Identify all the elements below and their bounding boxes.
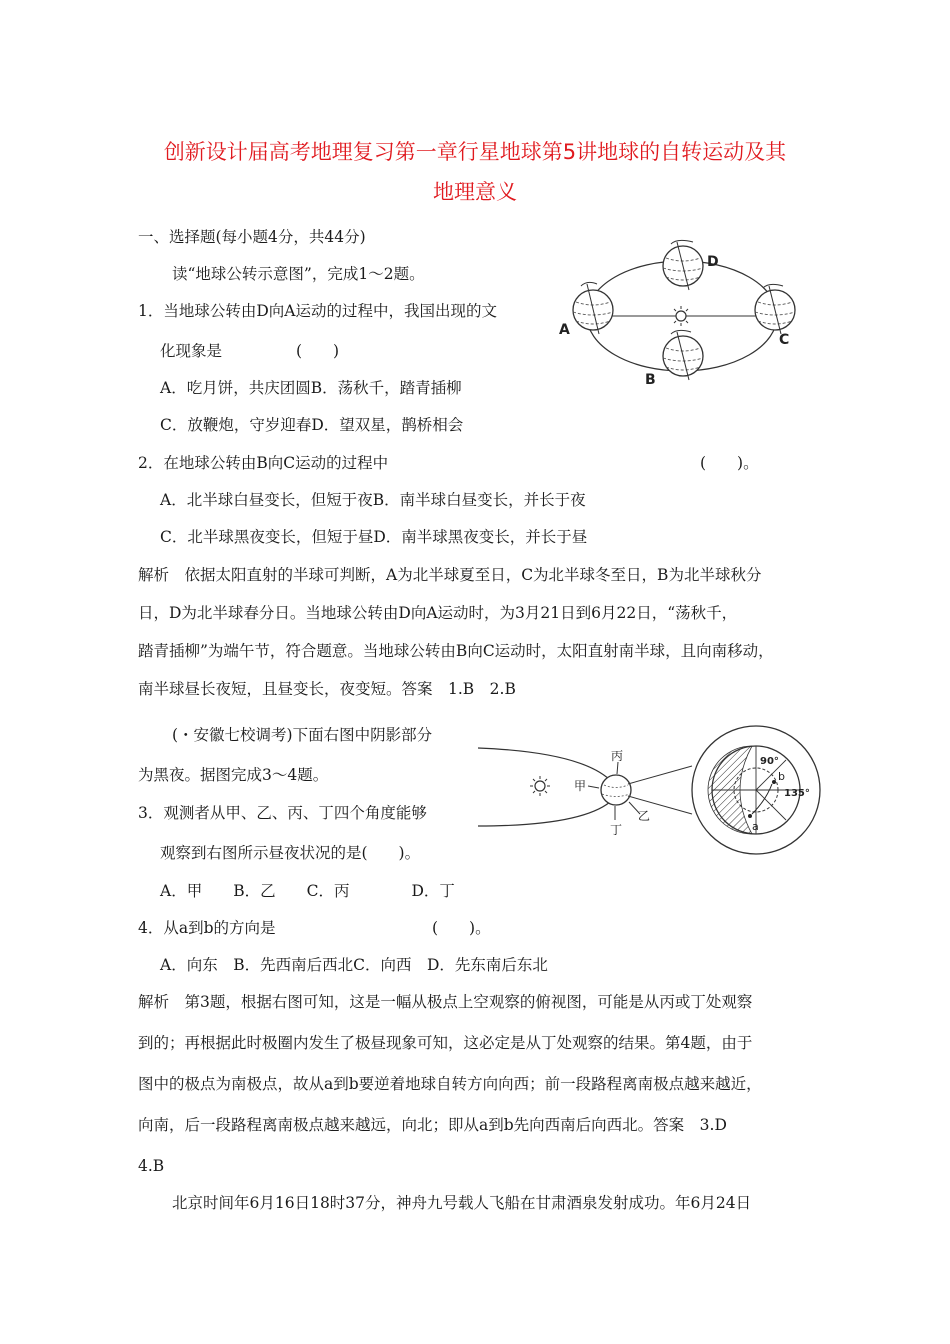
q3-stem-line-2: 观察到右图所示昼夜状况的是( )。 [160,844,421,862]
label-ding: 丁 [610,823,623,837]
title-line-2: 地理意义 [433,180,517,204]
earth-globe-d [663,240,703,290]
analysis-2-line-5: 4.B [138,1157,165,1175]
q4-answer-paren: ( )。 [432,919,491,937]
label-135-degree: 135° [784,788,810,799]
analysis-1-line-3: 踏青插柳”为端午节，符合题意。当地球公转由B向C运动时，太阳直射南半球，且向南移动， [138,642,774,660]
earth-globe-b [663,330,703,380]
arrow-bing [617,762,618,774]
polar-day-night-diagram [470,722,830,882]
analysis-2-line-3: 图中的极点为南极点，故从a到b要逆着地球自转方向向西；前一段路程离南极点越来越近， [138,1075,762,1093]
q4-stem: 4．从a到b的方向是 [138,919,276,937]
section-heading: 一、选择题(每小题4分，共44分) [138,228,366,246]
label-yi: 乙 [638,809,651,823]
title-line-1: 创新设计届高考地理复习第一章行星地球第5讲地球的自转运动及其 [163,140,787,164]
q2-stem: 2．在地球公转由B向C运动的过程中 [138,454,389,472]
q1-answer-paren: ( ) [296,342,340,360]
small-earth [601,775,631,805]
label-b: B [645,372,656,388]
sun-icon [530,776,550,796]
q2-options-cd: C．北半球黑夜变长，但短于昼D．南半球黑夜变长，并长于昼 [160,528,588,546]
intro-figure-1: 读“地球公转示意图”，完成1～2题。 [172,265,425,283]
analysis-2-line-1: 解析 第3题，根据右图可知，这是一幅从极点上空观察的俯视图，可能是从丙或丁处观察 [138,993,753,1011]
label-bing: 丙 [611,749,624,763]
q3-stem-line-1: 3．观测者从甲、乙、丙、丁四个角度能够 [138,804,427,822]
q1-options-cd: C．放鞭炮，守岁迎春D．望双星，鹊桥相会 [160,416,464,434]
analysis-1-line-4: 南半球昼长夜短，且昼变长，夜变短。答案 1.B 2.B [138,680,516,698]
analysis-2-line-4: 向南，后一段路程离南极点越来越远，向北；即从a到b先向西南后向西北。答案 3.D [138,1116,727,1134]
q4-options: A．向东 B．先西南后西北C．向西 D．先东南后东北 [160,956,548,974]
final-paragraph: 北京时间年6月16日18时37分，神舟九号载人飞船在甘肃酒泉发射成功。年6月24日 [172,1194,752,1212]
q2-answer-paren: ( )。 [700,454,759,472]
label-d: D [707,254,719,270]
document-title [120,132,830,212]
sun-icon [671,306,691,326]
q1-stem-line-2: 化现象是 [160,342,223,360]
label-jia: 甲 [574,779,587,793]
polar-view [692,726,820,854]
q1-stem-line-1: 1．当地球公转由D向A运动的过程中，我国出现的文 [138,302,497,320]
earth-revolution-diagram [555,238,805,388]
analysis-1-line-2: 日，D为北半球春分日。当地球公转由D向A运动时，为3月21日到6月22日，“荡秋千， [138,604,738,622]
label-c: C [779,332,790,348]
arrow-jia [588,786,599,788]
earth-globe-a [573,282,613,334]
intro-figure-2-line-1: (・安徽七校调考)下面右图中阴影部分 [172,726,433,744]
label-point-a: a [752,820,759,833]
analysis-1-line-1: 解析 依据太阳直射的半球可判断，A为北半球夏至日，C为北半球冬至日，B为北半球秋分 [138,566,762,584]
earth-globe-c [755,284,795,334]
q2-options-ab: A．北半球白昼变长，但短于夜B．南半球白昼变长，并长于夜 [160,491,586,509]
label-a: A [559,322,570,338]
label-point-b: b [778,770,785,783]
q1-options-ab: A．吃月饼，共庆团圆B．荡秋千，踏青插柳 [160,379,462,397]
label-90-degree: 90° [760,756,779,767]
q3-options: A．甲 B．乙 C．丙 D．丁 [160,882,455,900]
intro-figure-2-line-2: 为黑夜。据图完成3～4题。 [138,766,329,784]
analysis-2-line-2: 到的；再根据此时极圈内发生了极昼现象可知，这必定是从丁处观察的结果。第4题，由于 [138,1034,753,1052]
